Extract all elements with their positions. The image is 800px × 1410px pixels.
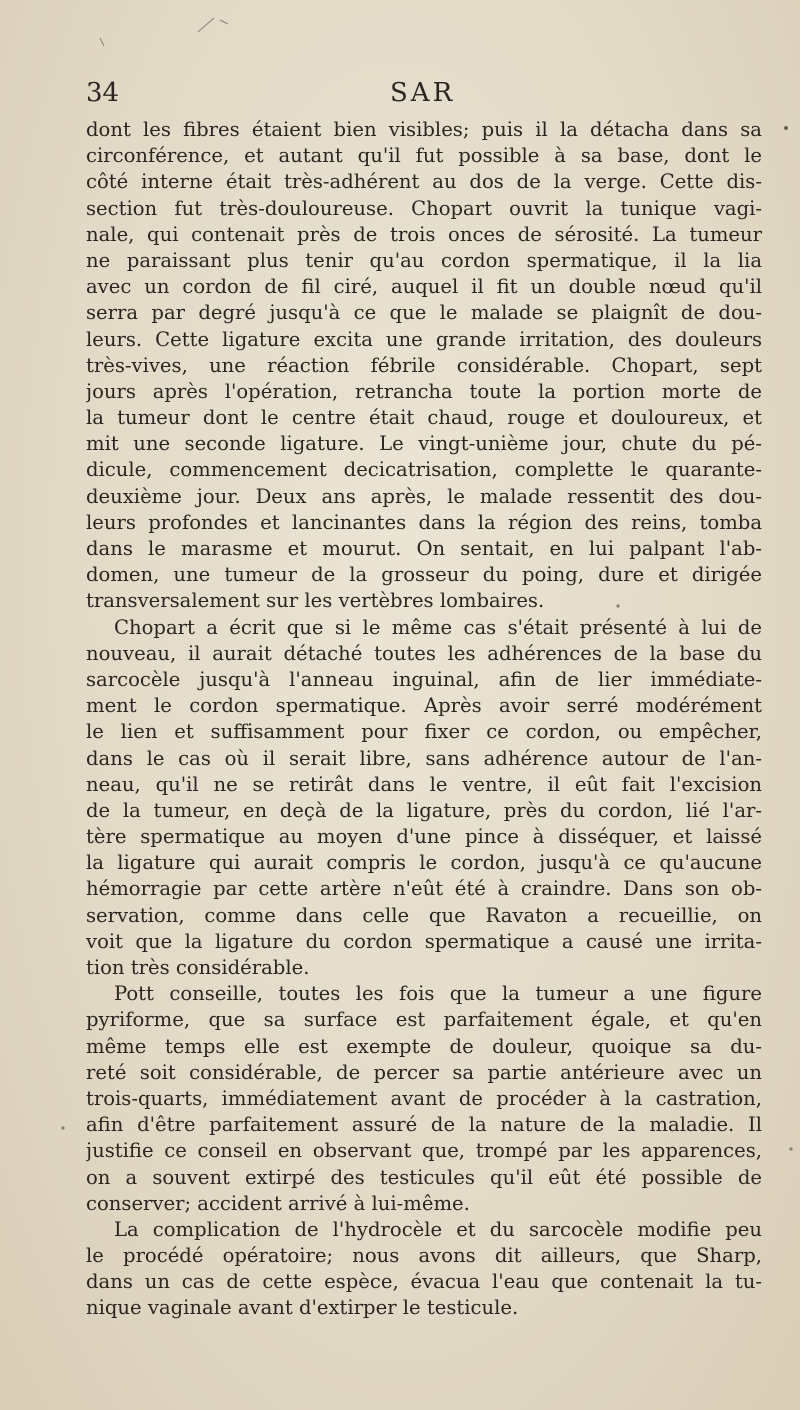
text-line: La complication de l'hydrocèle et du sarcocèle modifie peu [114,1217,762,1241]
text-line: transversalement sur les vertèbres lombaires. [86,589,545,613]
text-line: dicule, commencement decicatrisation, complette le quarante- [86,458,762,482]
text-line: on a souvent extirpé des testicules qu'il eût été possible de [86,1165,762,1189]
running-head: SAR [390,78,456,108]
body-text [86,117,762,1322]
text-line: la tumeur dont le centre était chaud, rouge et douloureux, et [86,406,762,430]
text-line: Chopart a écrit que si le même cas s'était présenté à lui de [114,615,762,639]
text-line: trois-quarts, immédiatement avant de procéder à la castration, [86,1086,762,1110]
text-line: sarcocèle jusqu'à l'anneau inguinal, afin de lier immédiate- [86,667,762,691]
text-line: serra par degré jusqu'à ce que le malade se plaignît de dou- [86,301,762,325]
text-line: jours après l'opération, retrancha toute la portion morte de [86,379,762,403]
text-line: le procédé opératoire; nous avons dit ailleurs, que Sharp, [86,1244,762,1268]
text-line: pyriforme, que sa surface est parfaitement égale, et qu'en [86,1008,762,1032]
text-line: hémorragie par cette artère n'eût été à craindre. Dans son ob- [86,877,762,901]
text-line: voit que la ligature du cordon spermatique a causé une irrita- [86,929,762,953]
text-line: le lien et suffisamment pour fixer ce cordon, ou empêcher, [86,720,762,744]
page-number: 34 [86,78,120,108]
text-line: avec un cordon de fil ciré, auquel il fit un double nœud qu'il [86,275,762,299]
text-line: justifie ce conseil en observant que, trompé par les apparences, [86,1139,762,1163]
text-line: deuxième jour. Deux ans après, le malade ressentit des dou- [86,484,762,508]
text-line: domen, une tumeur de la grosseur du poing, dure et dirigée [86,563,762,587]
text-line: la ligature qui aurait compris le cordon, jusqu'à ce qu'aucune [86,851,762,875]
text-line: ment le cordon spermatique. Après avoir serré modérément [86,694,762,718]
text-line: mit une seconde ligature. Le vingt-unième jour, chute du pé- [86,432,762,456]
text-line: même temps elle est exempte de douleur, quoique sa du- [86,1034,762,1058]
text-line: de la tumeur, en deçà de la ligature, près du cordon, lié l'ar- [86,798,762,822]
text-line: nique vaginale avant d'extirper le testicule. [86,1296,519,1320]
text-line: nale, qui contenait près de trois onces de sérosité. La tumeur [86,222,762,246]
text-line: côté interne était très-adhérent au dos de la verge. Cette dis- [86,170,762,194]
text-line: section fut très-douloureuse. Chopart ouvrit la tunique vagi- [86,196,762,220]
text-line: dont les fibres étaient bien visibles; puis il la détacha dans sa [86,118,762,141]
text-line: dans le marasme et mourut. On sentait, en lui palpant l'ab- [86,537,762,560]
text-line: tère spermatique au moyen d'une pince à disséquer, et laissé [86,825,762,849]
text-line: nouveau, il aurait détaché toutes les adhérences de la base du [86,641,762,665]
text-line: très-vives, une réaction fébrile considérable. Chopart, sept [86,353,762,377]
text-line: dans un cas de cette espèce, évacua l'eau que contenait la tu- [86,1270,762,1294]
text-line: neau, qu'il ne se retirât dans le ventre, il eût fait l'excision [86,772,762,796]
text-line: leurs profondes et lancinantes dans la région des reins, tomba [86,510,762,534]
text-line: leurs. Cette ligature excita une grande irritation, des douleurs [86,327,762,351]
text-line: afin d'être parfaitement assuré de la nature de la maladie. Il [86,1113,762,1137]
text-line: conserver; accident arrivé à lui-même. [86,1191,470,1215]
page-header [86,78,766,114]
text-line: reté soit considérable, de percer sa partie antérieure avec un [86,1060,762,1084]
text-line: Pott conseille, toutes les fois que la tumeur a une figure [114,982,762,1006]
text-line: tion très considérable. [86,956,310,979]
text-line: circonférence, et autant qu'il fut possible à sa base, dont le [86,144,762,168]
text-line: servation, comme dans celle que Ravaton a recueillie, on [86,903,762,927]
text-line: ne paraissant plus tenir qu'au cordon spermatique, il la lia [86,248,762,272]
text-line: dans le cas où il serait libre, sans adhérence autour de l'an- [86,746,762,770]
